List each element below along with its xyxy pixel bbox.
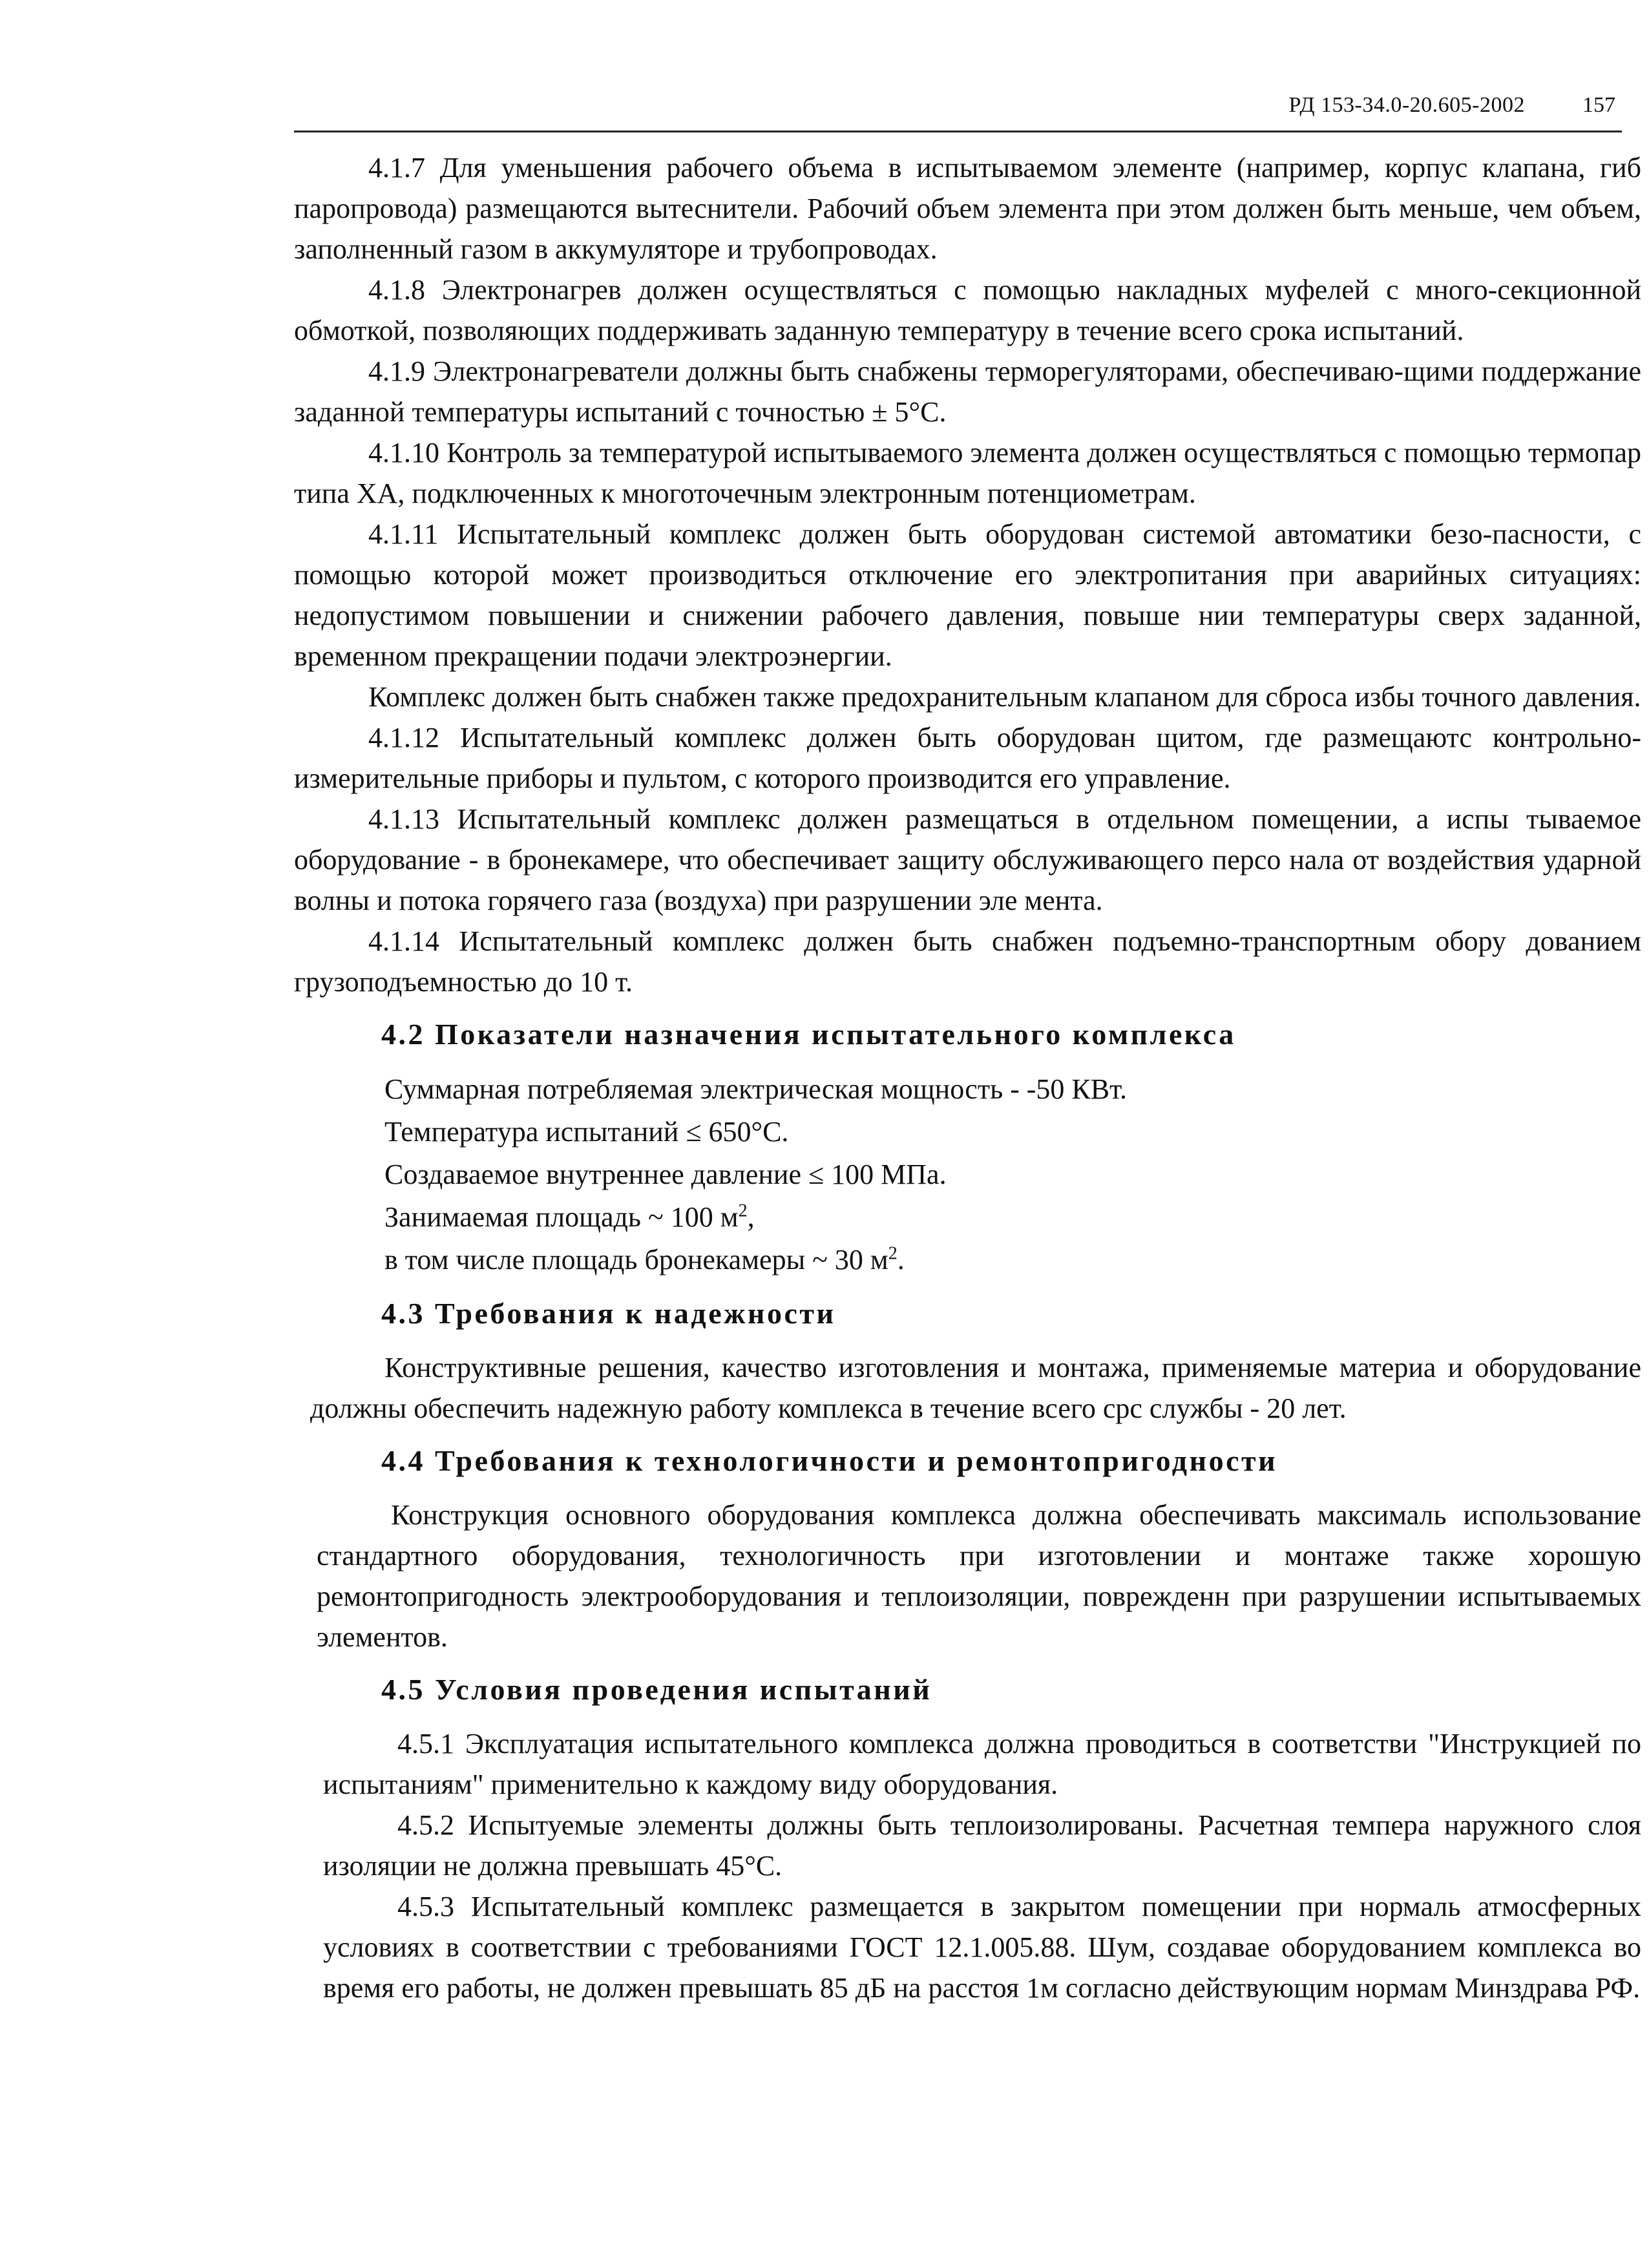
spec-area-exponent: 2 <box>738 1201 748 1221</box>
paragraph-4-1-14: 4.1.14 Испытательный комплекс должен быть снабжен подъемно-транспортным обору дованием грузоподъемностью до 10 т. <box>294 925 1641 998</box>
page-header <box>294 90 1622 132</box>
paragraph-4-1-13: 4.1.13 Испытательный комплекс должен размещаться в отдельном помещении, а испы тываемое оборудование - в бронекамере, что обеспечивает защиту обслуживающего персо нала от воздействия ударной волны и потока горячего газа (воздуха) при разрушении эле мента. <box>294 803 1641 916</box>
section-4-4-heading: 4.4 Требования к технологичности и ремонтопригодности <box>381 1444 1278 1477</box>
spec-area-punct: , <box>747 1201 755 1233</box>
document-body <box>294 147 1641 2008</box>
paragraph-4-1-9: 4.1.9 Электронагреватели должны быть снабжены терморегуляторами, обеспечиваю-щими поддержание заданной температуры испытаний с точностью ± 5°С. <box>294 355 1641 428</box>
section-4-3-heading: 4.3 Требования к надежности <box>381 1297 836 1330</box>
paragraph-4-5-2: 4.5.2 Испытуемые элементы должны быть теплоизолированы. Расчетная темпера наружного слоя изоляции не должна превышать 45°С. <box>323 1809 1641 1882</box>
paragraph-4-1-7: 4.1.7 Для уменьшения рабочего объема в испытываемом элементе (например, корпус клапана, гиб паропровода) размещаются вытеснители. Рабочий объем элемента при этом должен быть меньше, чем объем, заполненный газом в аккумуляторе и трубопроводах. <box>294 152 1641 265</box>
section-4-4-body <box>294 1495 1641 1657</box>
paragraph-4-3: Конструктивные решения, качество изготовления и монтажа, применяемые материа и оборудование должны обеспечить надежную работу комплекса в течение всего срс службы - 20 лет. <box>310 1352 1641 1424</box>
section-4-1 <box>294 147 1641 1002</box>
paragraph-4-1-12: 4.1.12 Испытательный комплекс должен быть оборудован щитом, где размещаютс контрольно-измерительные приборы и пультом, с которого производится его управление. <box>294 722 1641 794</box>
paragraph-4-4: Конструкция основного оборудования комплекса должна обеспечивать максималь использование стандартного оборудования, технологичность при изготовлении и монтаже также хорошую ремонтопригодность электрооборудования и теплоизоляции, поврежденн при разрушении испытываемых элементов. <box>317 1499 1641 1653</box>
paragraph-4-1-8: 4.1.8 Электронагрев должен осуществляться с помощью накладных муфелей с много-секционной обмоткой, позволяющих поддерживать заданную температуру в течение всего срока испытаний. <box>294 274 1641 346</box>
section-4-2-heading: 4.2 Показатели назначения испытательного комплекса <box>381 1018 1236 1051</box>
paragraph-4-5-3: 4.5.3 Испытательный комплекс размещается в закрытом помещении при нормаль атмосферных условиях в соответствии с требованиями ГОСТ 12.1.005.88. Шум, создавае оборудованием комплекса во время его работы, не должен превышать 85 дБ на расстоя 1м согласно действующим нормам Минздрава РФ. <box>323 1891 1641 2004</box>
spec-area-text: Занимаемая площадь ~ 100 м <box>384 1201 739 1233</box>
section-4-5-body <box>294 1723 1641 2008</box>
spec-power: Суммарная потребляемая электрическая мощность - -50 КВт. <box>384 1073 1128 1105</box>
spec-area <box>384 1196 1641 1239</box>
section-4-5-heading: 4.5 Условия проведения испытаний <box>381 1673 932 1706</box>
spec-pressure: Создаваемое внутреннее давление ≤ 100 МПа. <box>384 1159 947 1190</box>
section-4-2-specs <box>294 1068 1641 1281</box>
spec-temperature: Температура испытаний ≤ 650°С. <box>384 1116 789 1148</box>
paragraph-4-1-11: 4.1.11 Испытательный комплекс должен быть оборудован системой автоматики безо-пасности, с помощью которой может производиться отключение его электропитания при аварийных ситуациях: недопустимом повышении и снижении рабочего давления, повыше нии температуры сверх заданной, временном прекращении подачи электроэнергии. <box>294 518 1641 672</box>
section-4-3-body <box>294 1347 1641 1429</box>
page-number: 157 <box>1582 93 1615 117</box>
paragraph-4-1-10: 4.1.10 Контроль за температурой испытываемого элемента должен осуществляться с помощью термопар типа ХА, подключенных к многоточечным электронным потенциометрам. <box>294 437 1641 509</box>
document-code: РД 153-34.0-20.605-2002 <box>1288 93 1525 117</box>
spec-chamber-area <box>384 1239 1641 1281</box>
spec-chamber-area-text: в том числе площадь бронекамеры ~ 30 м <box>384 1244 888 1276</box>
spec-chamber-area-exponent: 2 <box>888 1243 898 1264</box>
paragraph-4-1-11-relief-valve: Комплекс должен быть снабжен также предохранительным клапаном для сброса избы точного давления. <box>368 681 1641 713</box>
spec-chamber-area-punct: . <box>897 1244 905 1276</box>
paragraph-4-5-1: 4.5.1 Эксплуатация испытательного комплекса должна проводиться в соответстви "Инструкцией по испытаниям" применительно к каждому виду оборудования. <box>323 1728 1641 1800</box>
